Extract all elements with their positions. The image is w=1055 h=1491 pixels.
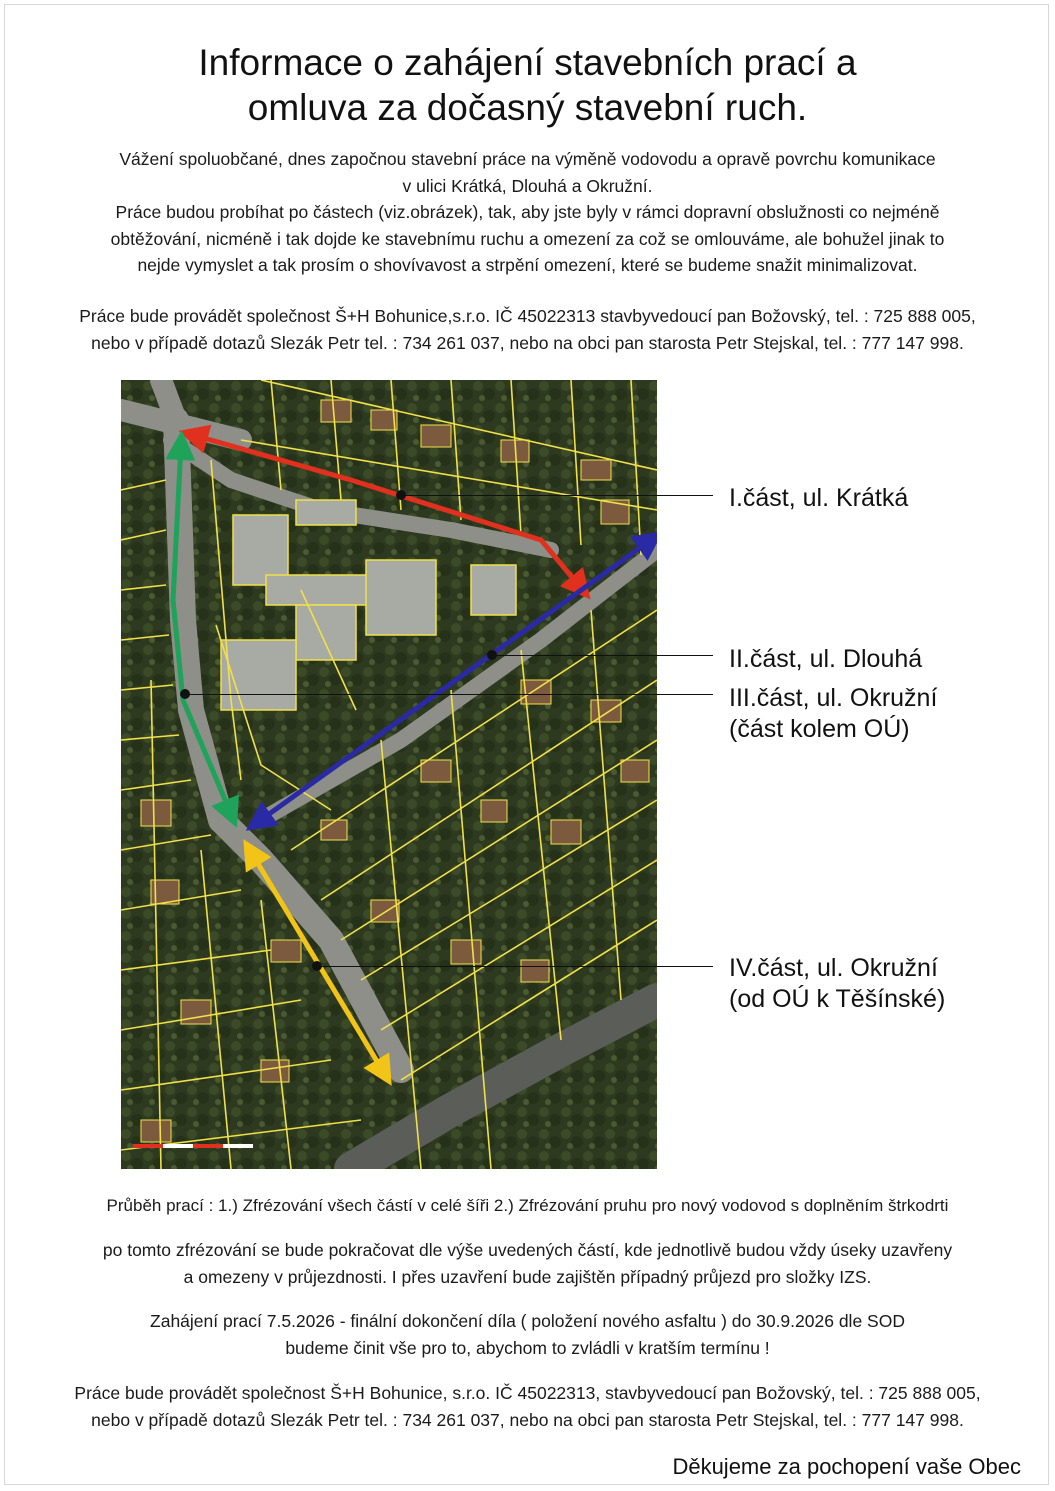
section-2-label xyxy=(729,644,922,675)
callout-line-2 xyxy=(492,655,713,656)
title-line-1: Informace o zahájení stavebních prací a xyxy=(198,42,857,83)
contractor-info-top xyxy=(0,303,1055,356)
aerial-map xyxy=(121,380,657,1169)
section-4-label-line: (od OÚ k Těšínské) xyxy=(729,985,946,1013)
intro-line: v ulici Krátká, Dlouhá a Okružní. xyxy=(402,175,653,196)
intro-line: nejde vymyslet a tak prosím o shovívavost a strpění omezení, které se budeme snažit minimalizovat. xyxy=(137,255,918,275)
section-3-label-line: (část kolem OÚ) xyxy=(729,715,910,743)
section-3-label-line: III.část, ul. Okružní xyxy=(729,684,938,712)
title-line-2: omluva za dočasný stavební ruch. xyxy=(247,87,808,128)
intro-line: Práce budou probíhat po částech (viz.obrázek), tak, aby jste byly v rámci dopravní obslužnosti co nejméně xyxy=(115,202,940,222)
progress-steps xyxy=(0,1193,1055,1220)
contractor-line: nebo v případě dotazů Slezák Petr tel. : 734 261 037, nebo na obci pan starosta Petr Stejskal, tel. : 777 147 998. xyxy=(91,332,964,353)
section-3-label xyxy=(729,683,937,745)
progress-paragraph xyxy=(0,1237,1055,1290)
page-title xyxy=(0,40,1055,130)
contractor-line: Práce bude provádět společnost Š+H Bohunice,s.r.o. IČ 45022313 stavbyvedoucí pan Božovský, tel. : 725 888 005, xyxy=(79,306,976,326)
scale-bar xyxy=(133,1144,253,1148)
section-4-label-line: IV.část, ul. Okružní xyxy=(729,954,938,982)
contractor-info-bottom xyxy=(0,1380,1055,1433)
intro-line: Vážení spoluobčané, dnes započnou stavební práce na výměně vodovodu a opravě povrchu komunikace xyxy=(119,149,936,169)
section-2-label-line: II.část, ul. Dlouhá xyxy=(729,645,923,673)
signature: Děkujeme za pochopení vaše Obec xyxy=(672,1454,1021,1479)
section-4-label xyxy=(729,953,945,1015)
schedule-line: Zahájení prací 7.5.2026 - finální dokončení díla ( položení nového asfaltu ) do 30.9.2026 dle SOD xyxy=(150,1311,905,1331)
callout-line-3 xyxy=(185,694,713,695)
schedule-paragraph xyxy=(0,1308,1055,1361)
contractor-line: nebo v případě dotazů Slezák Petr tel. : 734 261 037, nebo na obci pan starosta Petr Stejskal, tel. : 777 147 998. xyxy=(91,1409,964,1430)
schedule-line: budeme činit vše pro to, abychom to zvládli v kratším termínu ! xyxy=(285,1337,770,1358)
intro-line: obtěžování, nicméně i tak dojde ke stavebnímu ruchu a omezení za což se omlouváme, ale bohužel jinak to xyxy=(110,228,945,249)
section-1-label-line: I.část, ul. Krátká xyxy=(729,484,909,512)
intro-paragraph xyxy=(0,146,1055,279)
callout-line-1 xyxy=(401,495,713,496)
callout-line-4 xyxy=(317,966,713,967)
contractor-line: Práce bude provádět společnost Š+H Bohunice, s.r.o. IČ 45022313, stavbyvedoucí pan Božovský, tel. : 725 888 005, xyxy=(74,1383,981,1403)
progress-line: po tomto zfrézování se bude pokračovat dle výše uvedených částí, kde jednotlivě budou vždy úseky uzavřeny xyxy=(102,1240,953,1260)
progress-line: a omezeny v průjezdnosti. I přes uzavření bude zajištěn případný průjezd pro složky IZS. xyxy=(183,1266,872,1287)
aerial-map-drawing xyxy=(121,380,657,1169)
progress-line: Průběh prací : 1.) Zfrézování všech částí v celé šíři 2.) Zfrézování pruhu pro nový vodovod s doplněním štrkodrti xyxy=(106,1196,949,1215)
section-1-label xyxy=(729,483,908,514)
